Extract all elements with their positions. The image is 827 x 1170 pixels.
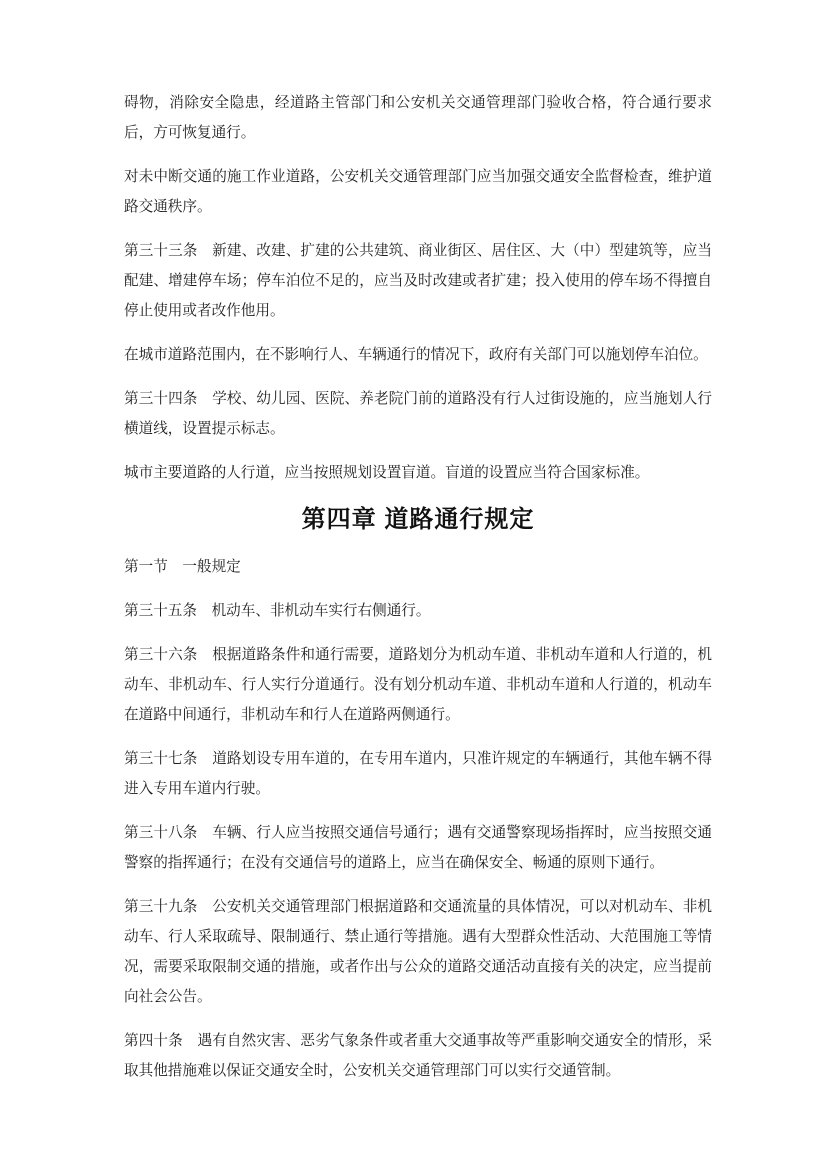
chapter-heading: 第四章 道路通行规定: [301, 506, 535, 533]
article-36-paragraph: 第三十六条 根据道路条件和通行需要，道路划分为机动车道、非机动车道和人行道的，机动车、非机动车、行人实行分道通行。没有划分机动车道、非机动车道和人行道的，机动车在道路中间通行，非机动车和行人在道路两侧通行。: [124, 647, 712, 723]
section-title: 第一节 一般规定: [124, 559, 241, 575]
paragraph: 城市主要道路的人行道，应当按照规划设置盲道。盲道的设置应当符合国家标准。: [124, 465, 650, 481]
paragraph: 对未中断交通的施工作业道路，公安机关交通管理部门应当加强交通安全监督检查，维护道路交通秩序。: [124, 169, 712, 215]
article-35-paragraph: 第三十五条 机动车、非机动车实行右侧通行。: [124, 603, 431, 619]
paragraph-continuation: 碍物，消除安全隐患，经道路主管部门和公安机关交通管理部门验收合格，符合通行要求后，方可恢复通行。: [124, 95, 712, 141]
article-37-paragraph: 第三十七条 道路划设专用车道的，在专用车道内，只准许规定的车辆通行，其他车辆不得进入专用车道内行驶。: [124, 751, 712, 797]
article-34-paragraph: 第三十四条 学校、幼儿园、医院、养老院门前的道路没有行人过街设施的，应当施划人行横道线，设置提示标志。: [124, 391, 712, 437]
article-38-paragraph: 第三十八条 车辆、行人应当按照交通信号通行；遇有交通警察现场指挥时，应当按照交通警察的指挥通行；在没有交通信号的道路上，应当在确保安全、畅通的原则下通行。: [124, 825, 712, 871]
paragraph: 在城市道路范围内，在不影响行人、车辆通行的情况下，政府有关部门可以施划停车泊位。: [124, 347, 708, 363]
article-39-paragraph: 第三十九条 公安机关交通管理部门根据道路和交通流量的具体情况，可以对机动车、非机动车、行人采取疏导、限制通行、禁止通行等措施。遇有大型群众性活动、大范围施工等情况，需要采取限制交通的措施，或者作出与公众的道路交通活动直接有关的决定，应当提前向社会公告。: [124, 899, 712, 1005]
article-33-paragraph: 第三十三条 新建、改建、扩建的公共建筑、商业街区、居住区、大（中）型建筑等，应当配建、增建停车场；停车泊位不足的，应当及时改建或者扩建；投入使用的停车场不得擅自停止使用或者改作他用。: [124, 243, 712, 319]
article-40-paragraph: 第四十条 遇有自然灾害、恶劣气象条件或者重大交通事故等严重影响交通安全的情形，采取其他措施难以保证交通安全时，公安机关交通管理部门可以实行交通管制。: [124, 1033, 712, 1079]
